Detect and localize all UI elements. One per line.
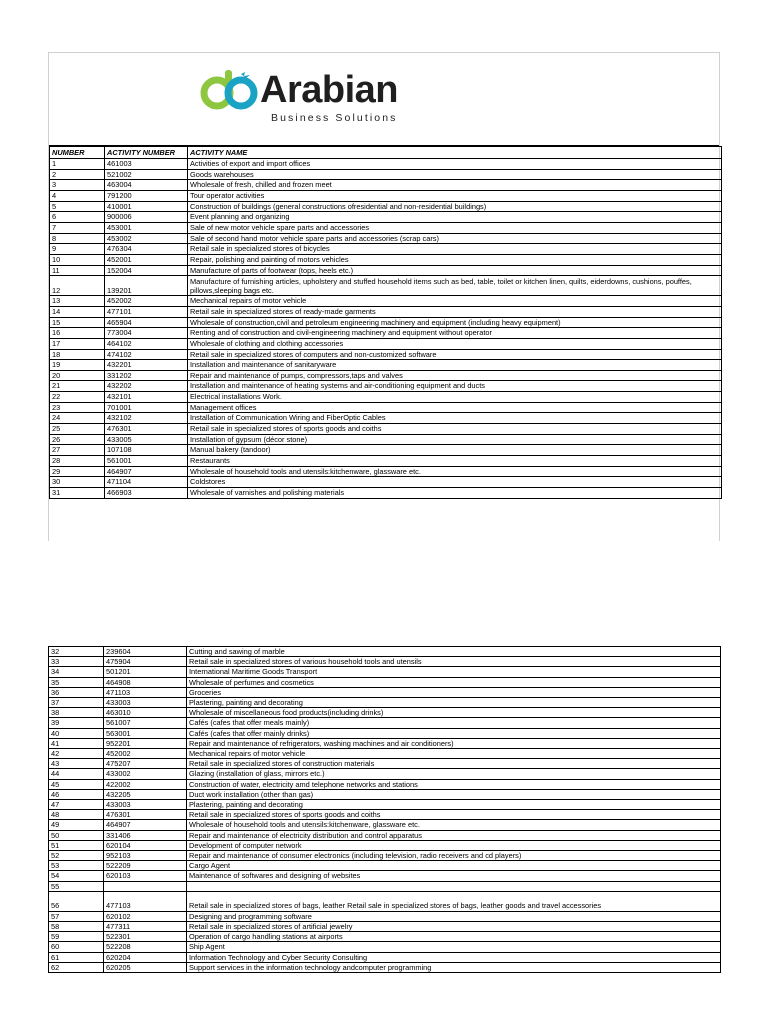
table-row (50, 222, 722, 233)
table-row (49, 708, 721, 718)
cell-number: 31 (50, 488, 105, 499)
cell-activity-name: Groceries (187, 687, 721, 697)
table-row (49, 932, 721, 942)
table-header-row (50, 147, 722, 159)
cell-activity-name: Wholesale of miscellaneous food products(including drinks) (187, 708, 721, 718)
cell-activity-name: Duct work installation (other than gas) (187, 789, 721, 799)
cell-activity-name: Retail sale in specialized stores of artificial jewelry (187, 922, 721, 932)
cell-activity-name: Retail sale in specialized stores of bicycles (188, 244, 722, 255)
table-row (50, 477, 722, 488)
table-row (50, 370, 722, 381)
cell-number: 47 (49, 800, 104, 810)
cell-activity-number: 476301 (105, 424, 188, 435)
cell-activity-number: 471103 (104, 687, 187, 697)
cell-activity-name: Manufacture of furnishing articles, upholstery and stuffed household items such as bed, table, toilet or kitchen linen, quilts, eiderdowns, cushions, pouffes, pillows,sleeping bags etc. (188, 276, 722, 296)
cell-activity-name: Installation and maintenance of sanitaryware (188, 360, 722, 371)
table-row (49, 738, 721, 748)
table-row (50, 349, 722, 360)
cell-activity-number: 239604 (104, 647, 187, 657)
cell-activity-number: 432205 (104, 789, 187, 799)
cell-activity-name: Installation of gypsum (décor stone) (188, 434, 722, 445)
cell-activity-number: 433005 (105, 434, 188, 445)
header-activity-name: ACTIVITY NAME (188, 147, 722, 159)
cell-number: 12 (50, 276, 105, 296)
table-row (49, 942, 721, 952)
cell-number: 48 (49, 810, 104, 820)
cell-activity-name: Plastering, painting and decorating (187, 800, 721, 810)
table-row (49, 769, 721, 779)
cell-number: 58 (49, 922, 104, 932)
cell-activity-name: Information Technology and Cyber Security Consulting (187, 952, 721, 962)
cell-activity-number: 620205 (104, 962, 187, 972)
cell-activity-number: 701001 (105, 402, 188, 413)
table-row (49, 759, 721, 769)
cell-number: 51 (49, 840, 104, 850)
table-row (50, 402, 722, 413)
cell-activity-number: 464907 (105, 466, 188, 477)
cell-activity-number: 522209 (104, 861, 187, 871)
cell-activity-number: 463004 (105, 180, 188, 191)
table-row (49, 881, 721, 891)
cell-activity-name: Mechanical repairs of motor vehicle (187, 749, 721, 759)
cell-number: 39 (49, 718, 104, 728)
cell-number: 3 (50, 180, 105, 191)
table-row (50, 180, 722, 191)
cell-activity-number: 476301 (104, 810, 187, 820)
cell-activity-number: 900006 (105, 212, 188, 223)
table-row (49, 851, 721, 861)
cell-number: 50 (49, 830, 104, 840)
cell-activity-number: 452002 (105, 296, 188, 307)
table-row (50, 306, 722, 317)
cell-activity-name: Activities of export and import offices (188, 159, 722, 170)
cell-activity-number: 331202 (105, 370, 188, 381)
table-row (50, 445, 722, 456)
cell-activity-number: 791200 (105, 190, 188, 201)
table-row (50, 381, 722, 392)
cell-number: 29 (50, 466, 105, 477)
cell-number: 42 (49, 749, 104, 759)
cell-activity-name: Wholesale of household tools and utensils:kitchenware, glassware etc. (187, 820, 721, 830)
cell-number: 32 (49, 647, 104, 657)
brand-name: Arabian (260, 69, 398, 111)
cell-activity-number: 331406 (104, 830, 187, 840)
cell-activity-name: Retail sale in specialized stores of construction materials (187, 759, 721, 769)
cell-number: 40 (49, 728, 104, 738)
table-row (49, 922, 721, 932)
table-row (49, 718, 721, 728)
cell-number: 24 (50, 413, 105, 424)
cell-activity-number: 521002 (105, 169, 188, 180)
table-row (50, 159, 722, 170)
cell-activity-number: 522208 (104, 942, 187, 952)
cell-activity-number: 465904 (105, 317, 188, 328)
header-activity-number: ACTIVITY NUMBER (105, 147, 188, 159)
cell-activity-name: Construction of buildings (general constructions ofresidential and non-residential buildings) (188, 201, 722, 212)
cell-activity-name: Tour operator activities (188, 190, 722, 201)
cell-activity-name: Repair, polishing and painting of motors vehicles (188, 254, 722, 265)
table-row (49, 911, 721, 921)
cell-number: 38 (49, 708, 104, 718)
cell-activity-name: Glazing (installation of glass, mirrors etc.) (187, 769, 721, 779)
cell-activity-name: Wholesale of construction,civil and petroleum engineering machinery and equipment (including heavy equipment) (188, 317, 722, 328)
cell-activity-number: 501201 (104, 667, 187, 677)
cell-activity-name: Electrical installations Work. (188, 392, 722, 403)
cell-number: 34 (49, 667, 104, 677)
cell-activity-name: Manufacture of parts of footwear (tops, heels etc.) (188, 265, 722, 276)
cell-activity-number: 433002 (104, 769, 187, 779)
cell-activity-name: Wholesale of varnishes and polishing materials (188, 488, 722, 499)
table-row (50, 317, 722, 328)
cell-activity-name: Support services in the information technology andcomputer programming (187, 962, 721, 972)
cell-activity-number: 475904 (104, 657, 187, 667)
cell-activity-name: Retail sale in specialized stores of computers and non-customized software (188, 349, 722, 360)
cell-number: 4 (50, 190, 105, 201)
header-number: NUMBER (50, 147, 105, 159)
table-row (49, 779, 721, 789)
cell-number: 6 (50, 212, 105, 223)
cell-activity-number: 475207 (104, 759, 187, 769)
table-row (49, 687, 721, 697)
cell-activity-number: 410001 (105, 201, 188, 212)
cell-activity-number: 464908 (104, 677, 187, 687)
table-row (50, 488, 722, 499)
cell-activity-name: Maintenance of softwares and designing of websites (187, 871, 721, 881)
cell-activity-name: Retail sale in specialized stores of sports goods and coiths (188, 424, 722, 435)
table-row (49, 820, 721, 830)
table-row (49, 861, 721, 871)
cell-activity-name: Wholesale of clothing and clothing accessories (188, 338, 722, 349)
cell-number: 60 (49, 942, 104, 952)
cell-number: 61 (49, 952, 104, 962)
cell-activity-number: 620104 (104, 840, 187, 850)
cell-activity-number: 453001 (105, 222, 188, 233)
cell-number: 15 (50, 317, 105, 328)
cell-activity-number: 107108 (105, 445, 188, 456)
table-row (49, 891, 721, 911)
cell-number: 54 (49, 871, 104, 881)
cell-activity-number: 477103 (104, 891, 187, 911)
cell-activity-name: Retail sale in specialized stores of various household tools and utensils (187, 657, 721, 667)
cell-number: 41 (49, 738, 104, 748)
cell-activity-name: Cargo Agent (187, 861, 721, 871)
cell-activity-name: Repair and maintenance of electricity distribution and control apparatus (187, 830, 721, 840)
cell-number: 20 (50, 370, 105, 381)
cell-number: 5 (50, 201, 105, 212)
logo-header (49, 53, 719, 146)
table-row (49, 952, 721, 962)
table-row (50, 413, 722, 424)
cell-number: 45 (49, 779, 104, 789)
cell-activity-number: 432202 (105, 381, 188, 392)
cell-activity-name: Wholesale of fresh, chilled and frozen meet (188, 180, 722, 191)
cell-number: 57 (49, 911, 104, 921)
table-row (50, 328, 722, 339)
cell-number: 36 (49, 687, 104, 697)
table-row (49, 810, 721, 820)
cell-activity-name: Management offices (188, 402, 722, 413)
table-row (50, 201, 722, 212)
cell-activity-name: Goods warehouses (188, 169, 722, 180)
cell-number: 18 (50, 349, 105, 360)
cell-activity-number: 474102 (105, 349, 188, 360)
table-row (49, 657, 721, 667)
cell-activity-name: Restaurants (188, 456, 722, 467)
table-row (50, 424, 722, 435)
cell-activity-name: Sale of second hand motor vehicle spare parts and accessories (scrap cars) (188, 233, 722, 244)
cell-activity-name: Repair and maintenance of consumer electronics (including television, radio receivers and cd players) (187, 851, 721, 861)
cell-activity-number: 464102 (105, 338, 188, 349)
cell-number: 14 (50, 306, 105, 317)
cell-number: 25 (50, 424, 105, 435)
cell-activity-name: Operation of cargo handling stations at airports (187, 932, 721, 942)
cell-activity-number: 773004 (105, 328, 188, 339)
table-row (50, 360, 722, 371)
cell-activity-name: Retail sale in specialized stores of bags, leather Retail sale in specialized stores of bags, leather goods and travel accessories (187, 891, 721, 911)
table-row (49, 749, 721, 759)
cell-number: 43 (49, 759, 104, 769)
activity-table-part2 (48, 646, 721, 973)
cell-activity-name: Ship Agent (187, 942, 721, 952)
cell-activity-name: Manual bakery (tandoor) (188, 445, 722, 456)
cell-activity-number: 466903 (105, 488, 188, 499)
cell-number: 46 (49, 789, 104, 799)
cell-activity-name: Cutting and sawing of marble (187, 647, 721, 657)
cell-number: 7 (50, 222, 105, 233)
cell-number: 33 (49, 657, 104, 667)
cell-number: 49 (49, 820, 104, 830)
table-row (50, 233, 722, 244)
cell-number: 22 (50, 392, 105, 403)
cell-activity-number (104, 881, 187, 891)
cell-activity-number: 139201 (105, 276, 188, 296)
cell-number: 56 (49, 891, 104, 911)
cell-activity-number: 464907 (104, 820, 187, 830)
cell-activity-number: 620204 (104, 952, 187, 962)
cell-activity-name: Event planning and organizing (188, 212, 722, 223)
cell-activity-number: 620102 (104, 911, 187, 921)
table-row (49, 647, 721, 657)
cell-number: 44 (49, 769, 104, 779)
cell-activity-name: Wholesale of perfumes and cosmetics (187, 677, 721, 687)
cell-number: 13 (50, 296, 105, 307)
table-row (49, 962, 721, 972)
cell-number: 9 (50, 244, 105, 255)
table-row (50, 338, 722, 349)
cell-number: 19 (50, 360, 105, 371)
table-row (50, 466, 722, 477)
cell-activity-number: 432101 (105, 392, 188, 403)
arabian-logo-icon (199, 66, 259, 111)
cell-activity-name: Wholesale of household tools and utensils:kitchenware, glassware etc. (188, 466, 722, 477)
cell-activity-number: 152004 (105, 265, 188, 276)
brand-tagline: Business Solutions (271, 112, 398, 124)
cell-activity-name: Designing and programming software (187, 911, 721, 921)
cell-activity-number: 952201 (104, 738, 187, 748)
table-row (49, 728, 721, 738)
cell-number: 2 (50, 169, 105, 180)
table-row (50, 254, 722, 265)
cell-activity-name: Renting and of construction and civil-engineering machinery and equipment without operator (188, 328, 722, 339)
cell-number: 21 (50, 381, 105, 392)
cell-number: 52 (49, 851, 104, 861)
table-row (49, 840, 721, 850)
cell-activity-number: 952103 (104, 851, 187, 861)
cell-activity-number: 433003 (104, 800, 187, 810)
cell-number: 37 (49, 698, 104, 708)
table-row (49, 871, 721, 881)
cell-number: 1 (50, 159, 105, 170)
cell-activity-name: International Maritime Goods Transport (187, 667, 721, 677)
cell-number: 10 (50, 254, 105, 265)
cell-number: 35 (49, 677, 104, 687)
cell-activity-number: 471104 (105, 477, 188, 488)
cell-activity-name: Coldstores (188, 477, 722, 488)
cell-number: 59 (49, 932, 104, 942)
cell-activity-name: Repair and maintenance of pumps, compressors,taps and valves (188, 370, 722, 381)
cell-number: 30 (50, 477, 105, 488)
table-row (49, 677, 721, 687)
activity-table-part1 (49, 146, 722, 499)
cell-activity-name: Repair and maintenance of refrigerators, washing machines and air conditioners) (187, 738, 721, 748)
table-row (50, 434, 722, 445)
sheet-page-2 (48, 646, 720, 973)
cell-activity-number: 422002 (104, 779, 187, 789)
cell-activity-name: Cafés (cafes that offer meals mainly) (187, 718, 721, 728)
cell-number: 26 (50, 434, 105, 445)
cell-activity-name (187, 881, 721, 891)
cell-activity-number: 620103 (104, 871, 187, 881)
table-row (50, 169, 722, 180)
cell-activity-name: Retail sale in specialized stores of sports goods and coiths (187, 810, 721, 820)
cell-activity-number: 561007 (104, 718, 187, 728)
cell-activity-number: 432201 (105, 360, 188, 371)
table-row (49, 667, 721, 677)
cell-activity-name: Mechanical repairs of motor vehicle (188, 296, 722, 307)
cell-number: 62 (49, 962, 104, 972)
cell-number: 53 (49, 861, 104, 871)
cell-activity-number: 476304 (105, 244, 188, 255)
cell-activity-number: 453002 (105, 233, 188, 244)
table-row (50, 265, 722, 276)
sheet-page-1 (48, 52, 720, 541)
table-row (49, 830, 721, 840)
cell-number: 23 (50, 402, 105, 413)
table-row (49, 789, 721, 799)
cell-activity-name: Installation and maintenance of heating systems and air-conditioning equipment and ducts (188, 381, 722, 392)
cell-number: 28 (50, 456, 105, 467)
cell-number: 17 (50, 338, 105, 349)
table-row (50, 296, 722, 307)
cell-activity-number: 463010 (104, 708, 187, 718)
cell-activity-number: 563001 (104, 728, 187, 738)
cell-activity-name: Cafés (cafes that offer mainly drinks) (187, 728, 721, 738)
cell-activity-number: 477101 (105, 306, 188, 317)
table-row (50, 212, 722, 223)
cell-number: 27 (50, 445, 105, 456)
cell-activity-number: 452001 (105, 254, 188, 265)
cell-activity-name: Retail sale in specialized stores of ready-made garments (188, 306, 722, 317)
table-row (50, 392, 722, 403)
cell-activity-number: 561001 (105, 456, 188, 467)
table-row (50, 190, 722, 201)
cell-activity-number: 452002 (104, 749, 187, 759)
cell-activity-name: Development of computer network (187, 840, 721, 850)
cell-activity-number: 432102 (105, 413, 188, 424)
cell-number: 55 (49, 881, 104, 891)
cell-activity-name: Plastering, painting and decorating (187, 698, 721, 708)
table-row (50, 244, 722, 255)
cell-number: 11 (50, 265, 105, 276)
table-row (49, 698, 721, 708)
cell-number: 16 (50, 328, 105, 339)
table-row (50, 456, 722, 467)
cell-activity-name: Installation of Communication Wiring and FiberOptic Cables (188, 413, 722, 424)
cell-activity-number: 522301 (104, 932, 187, 942)
cell-activity-number: 477311 (104, 922, 187, 932)
cell-activity-number: 461003 (105, 159, 188, 170)
cell-activity-name: Sale of new motor vehicle spare parts and accessories (188, 222, 722, 233)
cell-number: 8 (50, 233, 105, 244)
cell-activity-number: 433003 (104, 698, 187, 708)
table-row (50, 276, 722, 296)
cell-activity-name: Construction of water, electricity amd telephone networks and stations (187, 779, 721, 789)
table-row (49, 800, 721, 810)
